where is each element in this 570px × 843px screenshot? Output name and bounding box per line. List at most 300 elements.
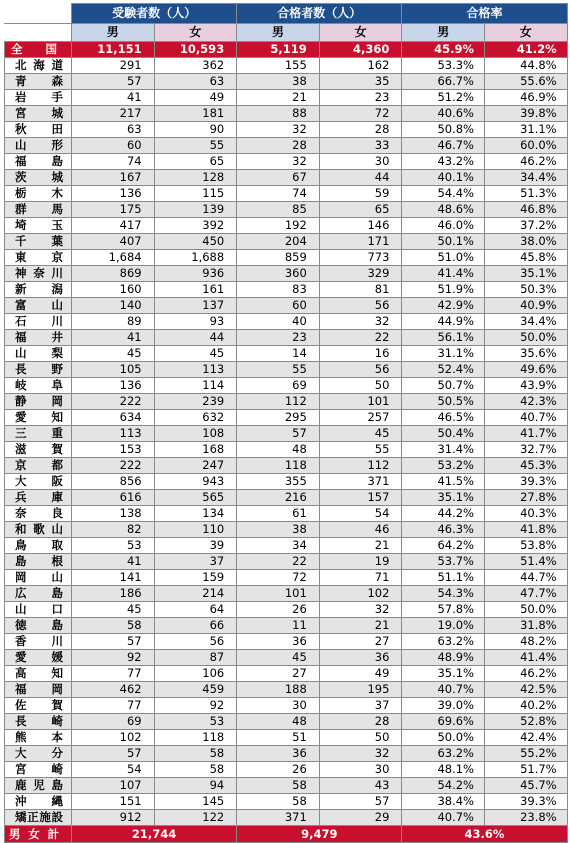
cell-passers-female: 56 <box>319 362 402 378</box>
row-label: 愛媛 <box>5 650 72 666</box>
cell-rate-male: 52.4% <box>402 362 485 378</box>
cell-rate-female: 42.3% <box>485 394 568 410</box>
cell-applicants-female: 122 <box>154 810 237 826</box>
cell-applicants-male: 186 <box>72 586 155 602</box>
cell-rate-female: 40.7% <box>485 410 568 426</box>
cell-applicants-male: 160 <box>72 282 155 298</box>
cell-applicants-female: 362 <box>154 58 237 74</box>
cell-passers-male: 118 <box>237 458 320 474</box>
cell-rate-female: 41.8% <box>485 522 568 538</box>
row-label: 北海道 <box>5 58 72 74</box>
cell-rate-female: 46.2% <box>485 666 568 682</box>
cell-rate-female: 34.4% <box>485 170 568 186</box>
table-row <box>5 314 568 330</box>
table-row <box>5 618 568 634</box>
cell-passers-female: 22 <box>319 330 402 346</box>
cell-applicants-female: 239 <box>154 394 237 410</box>
cell-rate-male: 35.1% <box>402 490 485 506</box>
table-row <box>5 602 568 618</box>
cell-rate-male: 51.9% <box>402 282 485 298</box>
cell-applicants-male: 217 <box>72 106 155 122</box>
table-row <box>5 202 568 218</box>
table-row <box>5 362 568 378</box>
row-label: 千葉 <box>5 234 72 250</box>
table-row <box>5 282 568 298</box>
cell-applicants-female: 56 <box>154 634 237 650</box>
table-row <box>5 666 568 682</box>
cell-passers-female: 50 <box>319 730 402 746</box>
table-row <box>5 138 568 154</box>
cell-passers-male: 55 <box>237 362 320 378</box>
cell-applicants-male: 11,151 <box>72 42 155 58</box>
row-label: 石川 <box>5 314 72 330</box>
results-table-container <box>4 3 567 843</box>
cell-applicants-female: 39 <box>154 538 237 554</box>
row-label: 長野 <box>5 362 72 378</box>
cell-passers-female: 65 <box>319 202 402 218</box>
cell-rate-female: 40.3% <box>485 506 568 522</box>
table-row <box>5 410 568 426</box>
cell-rate-male: 41.4% <box>402 266 485 282</box>
cell-passers-female: 46 <box>319 522 402 538</box>
cell-rate-female: 41.4% <box>485 650 568 666</box>
cell-passers-female: 57 <box>319 794 402 810</box>
cell-passers-female: 329 <box>319 266 402 282</box>
table-row <box>5 794 568 810</box>
cell-rate-female: 44.8% <box>485 58 568 74</box>
cell-rate-male: 45.9% <box>402 42 485 58</box>
cell-passers-female: 43 <box>319 778 402 794</box>
cell-rate-male: 39.0% <box>402 698 485 714</box>
cell-passers-male: 57 <box>237 426 320 442</box>
table-row <box>5 538 568 554</box>
cell-rate-female: 50.0% <box>485 330 568 346</box>
table-row <box>5 650 568 666</box>
cell-rate-male: 50.5% <box>402 394 485 410</box>
cell-passers-male: 355 <box>237 474 320 490</box>
cell-rate-male: 44.2% <box>402 506 485 522</box>
cell-rate-female: 51.3% <box>485 186 568 202</box>
cell-passers-female: 49 <box>319 666 402 682</box>
table-row <box>5 442 568 458</box>
cell-passers-female: 55 <box>319 442 402 458</box>
cell-passers-male: 38 <box>237 74 320 90</box>
cell-rate-female: 27.8% <box>485 490 568 506</box>
cell-rate-male: 42.9% <box>402 298 485 314</box>
cell-passers-male: 58 <box>237 794 320 810</box>
cell-passers-male: 21 <box>237 90 320 106</box>
row-label: 和歌山 <box>5 522 72 538</box>
cell-passers-female: 16 <box>319 346 402 362</box>
cell-applicants-male: 153 <box>72 442 155 458</box>
cell-passers-male: 112 <box>237 394 320 410</box>
header-passers: 合格者数（人） <box>237 4 402 24</box>
cell-applicants-male: 41 <box>72 554 155 570</box>
cell-passers-male: 51 <box>237 730 320 746</box>
cell-rate-female: 46.8% <box>485 202 568 218</box>
cell-passers-female: 4,360 <box>319 42 402 58</box>
cell-rate-male: 51.1% <box>402 570 485 586</box>
cell-rate-female: 45.8% <box>485 250 568 266</box>
cell-rate-male: 46.0% <box>402 218 485 234</box>
table-row <box>5 778 568 794</box>
cell-applicants-female: 450 <box>154 234 237 250</box>
cell-rate-female: 23.8% <box>485 810 568 826</box>
cell-rate-male: 53.2% <box>402 458 485 474</box>
cell-rate-female: 32.7% <box>485 442 568 458</box>
cell-applicants-male: 57 <box>72 746 155 762</box>
cell-passers-male: 295 <box>237 410 320 426</box>
cell-passers-male: 859 <box>237 250 320 266</box>
cell-rate-male: 19.0% <box>402 618 485 634</box>
table-row <box>5 378 568 394</box>
cell-applicants-female: 247 <box>154 458 237 474</box>
row-label: 岩手 <box>5 90 72 106</box>
cell-rate-female: 51.7% <box>485 762 568 778</box>
header-female: 女 <box>154 24 237 42</box>
cell-passers-female: 35 <box>319 74 402 90</box>
cell-applicants-female: 44 <box>154 330 237 346</box>
row-label: 長崎 <box>5 714 72 730</box>
row-label: 大阪 <box>5 474 72 490</box>
cell-applicants-male: 291 <box>72 58 155 74</box>
grand-total-rate: 43.6% <box>402 826 567 843</box>
table-row <box>5 394 568 410</box>
cell-applicants-male: 107 <box>72 778 155 794</box>
table-row <box>5 106 568 122</box>
cell-applicants-female: 137 <box>154 298 237 314</box>
cell-passers-male: 72 <box>237 570 320 586</box>
cell-rate-female: 60.0% <box>485 138 568 154</box>
cell-passers-female: 32 <box>319 602 402 618</box>
cell-applicants-female: 58 <box>154 762 237 778</box>
row-label: 秋田 <box>5 122 72 138</box>
header-row-groups <box>5 4 568 24</box>
cell-rate-male: 38.4% <box>402 794 485 810</box>
row-label: 静岡 <box>5 394 72 410</box>
cell-applicants-male: 417 <box>72 218 155 234</box>
table-row <box>5 298 568 314</box>
row-label: 山梨 <box>5 346 72 362</box>
cell-applicants-female: 93 <box>154 314 237 330</box>
cell-passers-male: 61 <box>237 506 320 522</box>
cell-applicants-female: 134 <box>154 506 237 522</box>
cell-applicants-male: 45 <box>72 346 155 362</box>
row-label: 鳥取 <box>5 538 72 554</box>
cell-applicants-female: 139 <box>154 202 237 218</box>
cell-rate-male: 43.2% <box>402 154 485 170</box>
row-label: 山口 <box>5 602 72 618</box>
cell-applicants-male: 136 <box>72 378 155 394</box>
table-row <box>5 522 568 538</box>
cell-applicants-female: 90 <box>154 122 237 138</box>
cell-rate-female: 40.9% <box>485 298 568 314</box>
grand-total-row <box>5 826 568 843</box>
row-label: 島根 <box>5 554 72 570</box>
cell-rate-male: 44.9% <box>402 314 485 330</box>
cell-applicants-male: 45 <box>72 602 155 618</box>
cell-applicants-male: 222 <box>72 458 155 474</box>
row-label: 宮城 <box>5 106 72 122</box>
cell-rate-female: 31.8% <box>485 618 568 634</box>
cell-rate-female: 35.6% <box>485 346 568 362</box>
cell-applicants-female: 145 <box>154 794 237 810</box>
table-row <box>5 58 568 74</box>
row-label: 三重 <box>5 426 72 442</box>
cell-rate-male: 64.2% <box>402 538 485 554</box>
cell-rate-female: 39.3% <box>485 794 568 810</box>
cell-passers-male: 88 <box>237 106 320 122</box>
row-label: 茨城 <box>5 170 72 186</box>
cell-rate-female: 41.7% <box>485 426 568 442</box>
cell-passers-male: 360 <box>237 266 320 282</box>
cell-passers-male: 38 <box>237 522 320 538</box>
cell-rate-female: 42.4% <box>485 730 568 746</box>
cell-rate-female: 31.1% <box>485 122 568 138</box>
cell-passers-female: 171 <box>319 234 402 250</box>
cell-passers-female: 36 <box>319 650 402 666</box>
cell-applicants-male: 175 <box>72 202 155 218</box>
cell-passers-female: 72 <box>319 106 402 122</box>
cell-passers-female: 157 <box>319 490 402 506</box>
cell-applicants-male: 856 <box>72 474 155 490</box>
cell-rate-male: 57.8% <box>402 602 485 618</box>
header-female: 女 <box>485 24 568 42</box>
cell-applicants-female: 115 <box>154 186 237 202</box>
cell-rate-male: 31.4% <box>402 442 485 458</box>
table-row <box>5 506 568 522</box>
cell-applicants-male: 60 <box>72 138 155 154</box>
grand-total-label: 男女計 <box>5 826 72 843</box>
cell-passers-female: 59 <box>319 186 402 202</box>
cell-passers-male: 58 <box>237 778 320 794</box>
table-row <box>5 634 568 650</box>
cell-passers-male: 192 <box>237 218 320 234</box>
cell-rate-female: 53.8% <box>485 538 568 554</box>
table-row <box>5 570 568 586</box>
cell-applicants-female: 10,593 <box>154 42 237 58</box>
cell-applicants-male: 92 <box>72 650 155 666</box>
cell-applicants-male: 912 <box>72 810 155 826</box>
cell-passers-male: 32 <box>237 154 320 170</box>
cell-passers-female: 54 <box>319 506 402 522</box>
cell-rate-male: 46.7% <box>402 138 485 154</box>
row-label: 高知 <box>5 666 72 682</box>
header-male: 男 <box>72 24 155 42</box>
cell-passers-female: 50 <box>319 378 402 394</box>
cell-passers-female: 30 <box>319 154 402 170</box>
header-male: 男 <box>402 24 485 42</box>
table-row <box>5 250 568 266</box>
cell-applicants-male: 869 <box>72 266 155 282</box>
row-label: 福島 <box>5 154 72 170</box>
cell-applicants-male: 151 <box>72 794 155 810</box>
cell-applicants-female: 118 <box>154 730 237 746</box>
row-label: 広島 <box>5 586 72 602</box>
table-row <box>5 714 568 730</box>
cell-rate-male: 41.5% <box>402 474 485 490</box>
cell-applicants-female: 632 <box>154 410 237 426</box>
table-row <box>5 458 568 474</box>
cell-rate-male: 31.1% <box>402 346 485 362</box>
cell-rate-male: 51.0% <box>402 250 485 266</box>
cell-applicants-male: 77 <box>72 698 155 714</box>
cell-rate-female: 45.3% <box>485 458 568 474</box>
cell-rate-male: 69.6% <box>402 714 485 730</box>
cell-passers-male: 188 <box>237 682 320 698</box>
cell-applicants-female: 63 <box>154 74 237 90</box>
table-row <box>5 122 568 138</box>
cell-passers-male: 69 <box>237 378 320 394</box>
cell-applicants-male: 138 <box>72 506 155 522</box>
cell-passers-female: 33 <box>319 138 402 154</box>
row-label: 福井 <box>5 330 72 346</box>
cell-applicants-female: 159 <box>154 570 237 586</box>
cell-passers-male: 36 <box>237 746 320 762</box>
cell-passers-female: 195 <box>319 682 402 698</box>
table-row <box>5 154 568 170</box>
cell-applicants-female: 168 <box>154 442 237 458</box>
cell-rate-female: 39.3% <box>485 474 568 490</box>
cell-applicants-male: 41 <box>72 330 155 346</box>
cell-applicants-male: 141 <box>72 570 155 586</box>
cell-applicants-female: 565 <box>154 490 237 506</box>
cell-passers-female: 32 <box>319 746 402 762</box>
cell-rate-male: 51.2% <box>402 90 485 106</box>
cell-applicants-male: 462 <box>72 682 155 698</box>
table-row <box>5 490 568 506</box>
cell-applicants-male: 57 <box>72 634 155 650</box>
cell-applicants-male: 616 <box>72 490 155 506</box>
cell-applicants-female: 181 <box>154 106 237 122</box>
cell-applicants-male: 105 <box>72 362 155 378</box>
cell-rate-female: 46.2% <box>485 154 568 170</box>
grand-total-passers: 9,479 <box>237 826 402 843</box>
cell-applicants-male: 41 <box>72 90 155 106</box>
cell-passers-female: 28 <box>319 714 402 730</box>
row-label: 滋賀 <box>5 442 72 458</box>
cell-passers-male: 74 <box>237 186 320 202</box>
row-label: 埼玉 <box>5 218 72 234</box>
cell-rate-male: 53.7% <box>402 554 485 570</box>
cell-rate-male: 54.4% <box>402 186 485 202</box>
cell-passers-male: 26 <box>237 602 320 618</box>
cell-rate-female: 50.3% <box>485 282 568 298</box>
cell-passers-male: 26 <box>237 762 320 778</box>
table-row <box>5 266 568 282</box>
cell-passers-female: 44 <box>319 170 402 186</box>
cell-passers-female: 81 <box>319 282 402 298</box>
cell-passers-male: 371 <box>237 810 320 826</box>
row-label: 宮崎 <box>5 762 72 778</box>
header-applicants: 受験者数（人） <box>72 4 237 24</box>
cell-rate-female: 44.7% <box>485 570 568 586</box>
cell-applicants-male: 82 <box>72 522 155 538</box>
cell-rate-female: 39.8% <box>485 106 568 122</box>
table-row <box>5 682 568 698</box>
header-pass-rate: 合格率 <box>402 4 567 24</box>
cell-rate-female: 37.2% <box>485 218 568 234</box>
cell-rate-female: 38.0% <box>485 234 568 250</box>
table-row <box>5 186 568 202</box>
cell-applicants-female: 64 <box>154 602 237 618</box>
cell-applicants-female: 1,688 <box>154 250 237 266</box>
cell-passers-female: 112 <box>319 458 402 474</box>
row-label: 奈良 <box>5 506 72 522</box>
cell-passers-female: 32 <box>319 314 402 330</box>
cell-rate-female: 50.0% <box>485 602 568 618</box>
table-row <box>5 330 568 346</box>
cell-passers-female: 56 <box>319 298 402 314</box>
table-row <box>5 810 568 826</box>
cell-passers-male: 45 <box>237 650 320 666</box>
cell-passers-female: 101 <box>319 394 402 410</box>
table-row <box>5 346 568 362</box>
row-label: 富山 <box>5 298 72 314</box>
cell-applicants-female: 114 <box>154 378 237 394</box>
cell-applicants-female: 113 <box>154 362 237 378</box>
table-row <box>5 218 568 234</box>
table-row <box>5 426 568 442</box>
cell-applicants-female: 49 <box>154 90 237 106</box>
cell-passers-male: 48 <box>237 714 320 730</box>
cell-rate-male: 48.1% <box>402 762 485 778</box>
cell-passers-male: 101 <box>237 586 320 602</box>
cell-passers-male: 85 <box>237 202 320 218</box>
grand-total-applicants: 21,744 <box>72 826 237 843</box>
cell-passers-male: 48 <box>237 442 320 458</box>
table-row <box>5 170 568 186</box>
national-total-row <box>5 42 568 58</box>
cell-applicants-female: 943 <box>154 474 237 490</box>
row-label: 東京 <box>5 250 72 266</box>
cell-rate-male: 50.1% <box>402 234 485 250</box>
cell-passers-male: 11 <box>237 618 320 634</box>
cell-applicants-female: 55 <box>154 138 237 154</box>
row-label: 岡山 <box>5 570 72 586</box>
cell-rate-female: 55.6% <box>485 74 568 90</box>
cell-rate-female: 35.1% <box>485 266 568 282</box>
row-label: 新潟 <box>5 282 72 298</box>
cell-passers-male: 67 <box>237 170 320 186</box>
cell-passers-female: 45 <box>319 426 402 442</box>
cell-passers-male: 28 <box>237 138 320 154</box>
cell-rate-male: 40.7% <box>402 810 485 826</box>
cell-applicants-male: 77 <box>72 666 155 682</box>
row-label: 京都 <box>5 458 72 474</box>
row-label: 全国 <box>5 42 72 58</box>
table-row <box>5 474 568 490</box>
cell-passers-male: 30 <box>237 698 320 714</box>
cell-applicants-male: 102 <box>72 730 155 746</box>
cell-rate-female: 34.4% <box>485 314 568 330</box>
cell-passers-male: 36 <box>237 634 320 650</box>
cell-rate-female: 48.2% <box>485 634 568 650</box>
cell-applicants-male: 53 <box>72 538 155 554</box>
cell-rate-male: 50.0% <box>402 730 485 746</box>
cell-rate-male: 35.1% <box>402 666 485 682</box>
cell-applicants-female: 392 <box>154 218 237 234</box>
cell-passers-female: 21 <box>319 618 402 634</box>
cell-rate-male: 50.7% <box>402 378 485 394</box>
cell-rate-male: 56.1% <box>402 330 485 346</box>
cell-passers-female: 102 <box>319 586 402 602</box>
cell-rate-female: 46.9% <box>485 90 568 106</box>
row-label: 沖縄 <box>5 794 72 810</box>
cell-rate-female: 47.7% <box>485 586 568 602</box>
cell-passers-female: 27 <box>319 634 402 650</box>
cell-passers-male: 155 <box>237 58 320 74</box>
